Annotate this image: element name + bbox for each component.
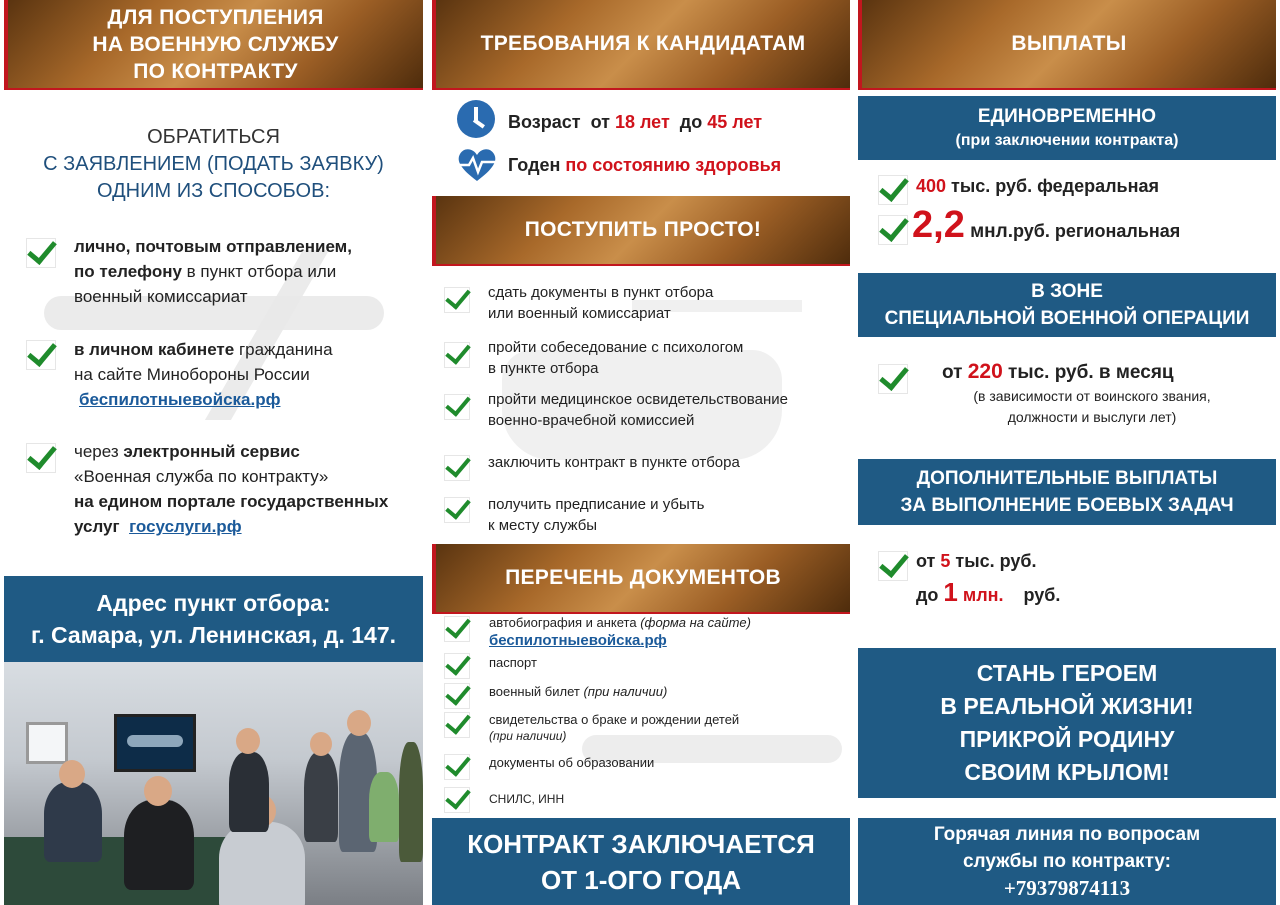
way-bold: по телефону <box>74 262 182 281</box>
federal-amount: 400 <box>916 176 947 196</box>
step-line: пройти медицинское освидетельствование <box>488 391 788 408</box>
doc-item: паспорт <box>489 655 537 670</box>
photo-person <box>229 752 269 832</box>
address-line: Адрес пункт отбора: <box>96 590 331 616</box>
selection-point-photo <box>4 662 423 905</box>
photo-person <box>44 782 102 862</box>
federal-payment <box>916 174 1159 199</box>
regional-text: руб. региональная <box>1013 221 1181 241</box>
way-line <box>74 259 419 284</box>
doc-line <box>489 614 751 632</box>
regional-amount: 2,2 <box>912 204 965 246</box>
extra-max-amount: 1 <box>943 577 958 607</box>
way-bold: услуг <box>74 517 120 536</box>
step-item <box>488 337 743 379</box>
address-line: г. Самара, ул. Ленинская, д. 147. <box>30 622 397 648</box>
doc-site-link[interactable]: беспилотныевойска.рф <box>489 632 667 649</box>
way-line: «Военная служба по контракту» <box>74 467 329 486</box>
check-icon <box>444 712 470 738</box>
note-line: должности и выслуги лет) <box>1007 409 1177 425</box>
svo-header <box>858 273 1276 337</box>
check-icon <box>26 443 56 473</box>
monthly-from: от <box>942 362 968 383</box>
payments-header: ВЫПЛАТЫ <box>858 0 1276 90</box>
age-requirement <box>508 110 762 135</box>
check-icon <box>878 175 908 205</box>
way-line: на сайте Минобороны России <box>74 365 310 384</box>
check-icon <box>444 394 470 420</box>
monthly-note <box>908 386 1276 428</box>
header-line: ПО КОНТРАКТУ <box>133 59 298 83</box>
slogan-line: СВОИМ КРЫЛОМ! <box>964 759 1170 785</box>
column-enlistment <box>4 0 423 905</box>
one-time-header <box>858 96 1276 160</box>
documents-header: ПЕРЕЧЕНЬ ДОКУМЕНТОВ <box>432 544 850 614</box>
extra-max <box>916 578 1060 609</box>
step-item <box>488 282 713 324</box>
intro-line: С ЗАЯВЛЕНИЕМ (ПОДАТЬ ЗАЯВКУ) <box>43 153 384 175</box>
header-line: НА ВОЕННУЮ СЛУЖБУ <box>92 32 339 56</box>
doc-note: (форма на сайте) <box>636 615 751 630</box>
regional-unit: мнл. <box>964 221 1013 242</box>
regional-payment <box>912 200 1180 257</box>
extra-line: ЗА ВЫПОЛНЕНИЕ БОЕВЫХ ЗАДАЧ <box>900 495 1234 516</box>
step-line: или военный комиссариат <box>488 305 671 322</box>
doc-text: военный билет <box>489 684 580 699</box>
way-text: через <box>74 442 124 461</box>
one-time-subtitle: (при заключении контракта) <box>955 132 1179 149</box>
photo-person <box>219 822 305 905</box>
way-line <box>74 387 419 412</box>
intro-line: ОДНИМ ИЗ СПОСОБОВ: <box>97 180 330 202</box>
drone-site-link[interactable]: беспилотныевойска.рф <box>79 390 281 409</box>
hotline-box <box>858 818 1276 905</box>
one-time-title: ЕДИНОВРЕМЕННО <box>977 106 1157 127</box>
clock-icon <box>457 100 495 138</box>
extra-max-unit: млн. <box>957 585 1004 605</box>
step-line: сдать документы в пункт отбора <box>488 284 714 301</box>
header-line: ДЛЯ ПОСТУПЛЕНИЯ <box>107 5 324 29</box>
check-icon <box>878 215 908 245</box>
way-line: на едином портале государственных <box>74 492 389 511</box>
check-icon <box>878 551 908 581</box>
doc-item <box>489 683 667 701</box>
federal-text: тыс. руб. федеральная <box>946 176 1159 196</box>
photo-head <box>236 728 260 754</box>
doc-line <box>489 632 751 650</box>
monthly-text: тыс. руб. в месяц <box>1002 362 1174 383</box>
contract-box <box>432 818 850 905</box>
photo-person <box>369 772 399 842</box>
check-icon <box>444 683 470 709</box>
way-bold: электронный сервис <box>123 442 300 461</box>
way-bold: в личном кабинете <box>74 340 235 359</box>
photo-window <box>26 722 68 764</box>
check-icon <box>878 364 908 394</box>
doc-item: документы об образовании <box>489 755 655 770</box>
check-icon <box>444 287 470 313</box>
extra-payment <box>916 547 1060 609</box>
heart-pulse-icon <box>456 147 498 183</box>
photo-head <box>59 760 85 788</box>
doc-item <box>489 614 751 650</box>
requirements-header: ТРЕБОВАНИЯ К КАНДИДАТАМ <box>432 0 850 90</box>
step-line: военно-врачебной комиссией <box>488 412 695 429</box>
check-icon <box>444 754 470 780</box>
easy-header: ПОСТУПИТЬ ПРОСТО! <box>432 196 850 266</box>
photo-head <box>144 776 172 806</box>
step-line: пройти собеседование с психологом <box>488 339 744 356</box>
note-line: (в зависимости от воинского звания, <box>973 388 1211 404</box>
slogan-box <box>858 648 1276 798</box>
photo-person <box>124 800 194 890</box>
column-payments <box>858 0 1276 905</box>
way-line <box>74 439 422 464</box>
age-min: 18 лет <box>614 112 670 132</box>
hotline-phone[interactable]: +79379874113 <box>1003 876 1131 900</box>
svo-line: В ЗОНЕ <box>1031 281 1103 302</box>
check-icon <box>444 342 470 368</box>
way-gosuslugi <box>74 439 422 539</box>
step-item <box>488 494 704 536</box>
step-item <box>488 389 788 431</box>
health-condition: по состоянию здоровья <box>565 155 782 175</box>
hotline-line: службы по контракту: <box>962 851 1171 872</box>
extra-line: ДОПОЛНИТЕЛЬНЫЕ ВЫПЛАТЫ <box>916 468 1218 489</box>
photo-tv <box>114 714 196 772</box>
extra-from: от <box>916 551 941 571</box>
monthly-payment <box>942 358 1174 387</box>
doc-item: СНИЛС, ИНН <box>489 792 565 806</box>
photo-table <box>4 837 234 905</box>
health-label: Годен <box>508 155 561 175</box>
check-icon <box>444 455 470 481</box>
intro-line: ОБРАТИТЬСЯ <box>147 126 280 148</box>
photo-head <box>347 710 371 736</box>
age-label: Возраст <box>508 112 581 132</box>
doc-item <box>489 711 739 744</box>
way-personal <box>74 234 419 309</box>
age-from: от <box>590 112 610 132</box>
check-icon <box>444 787 470 813</box>
step-line: заключить контракт в пункте отбора <box>488 454 740 471</box>
way-text: в пункт отбора или <box>181 262 337 281</box>
hotline-line: Горячая линия по вопросам <box>933 824 1201 845</box>
extra-min-amount: 5 <box>940 551 951 571</box>
photo-person <box>399 742 423 862</box>
way-line: военный комиссариат <box>74 287 248 306</box>
extra-min-text: тыс. руб. <box>950 551 1037 571</box>
slogan-line: СТАНЬ ГЕРОЕМ <box>976 660 1158 686</box>
monthly-amount: 220 <box>967 360 1003 383</box>
extra-header <box>858 459 1276 525</box>
check-icon <box>444 497 470 523</box>
step-line: получить предписание и убыть <box>488 496 705 513</box>
svo-line: СПЕЦИАЛЬНОЙ ВОЕННОЙ ОПЕРАЦИИ <box>884 308 1250 329</box>
age-to: до <box>679 112 703 132</box>
extra-to: до <box>916 585 944 605</box>
check-icon <box>444 653 470 679</box>
enlistment-header <box>4 0 423 90</box>
slogan-line: В РЕАЛЬНОЙ ЖИЗНИ! <box>940 693 1194 719</box>
doc-text: автобиография и анкета <box>489 615 637 630</box>
photo-person <box>304 752 338 842</box>
step-item <box>488 452 740 473</box>
check-icon <box>26 238 56 268</box>
extra-min <box>916 547 1060 575</box>
gosuslugi-link[interactable]: госуслуги.рф <box>129 517 242 536</box>
way-line: лично, почтовым отправлением, <box>74 237 352 256</box>
column-requirements <box>432 0 850 905</box>
check-icon <box>26 340 56 370</box>
doc-note: (при наличии) <box>489 729 567 743</box>
address-box <box>4 576 423 662</box>
way-cabinet <box>74 337 419 412</box>
contract-line: КОНТРАКТ ЗАКЛЮЧАЕТСЯ <box>467 828 815 859</box>
intro-text <box>4 124 423 205</box>
way-text: гражданина <box>234 340 333 359</box>
slogan-line: ПРИКРОЙ РОДИНУ <box>959 726 1175 752</box>
check-icon <box>444 616 470 642</box>
doc-note: (при наличии) <box>579 684 668 699</box>
way-line <box>74 514 422 539</box>
extra-max-text: руб. <box>1023 585 1061 605</box>
doc-text: свидетельства о браке и рождении детей <box>489 712 740 727</box>
age-max: 45 лет <box>707 112 763 132</box>
contract-line: ОТ 1-ОГО ГОДА <box>540 864 742 895</box>
way-line <box>74 337 419 362</box>
health-requirement <box>508 153 781 178</box>
step-line: в пункте отбора <box>488 360 599 377</box>
photo-head <box>310 732 332 756</box>
step-line: к месту службы <box>488 517 598 534</box>
